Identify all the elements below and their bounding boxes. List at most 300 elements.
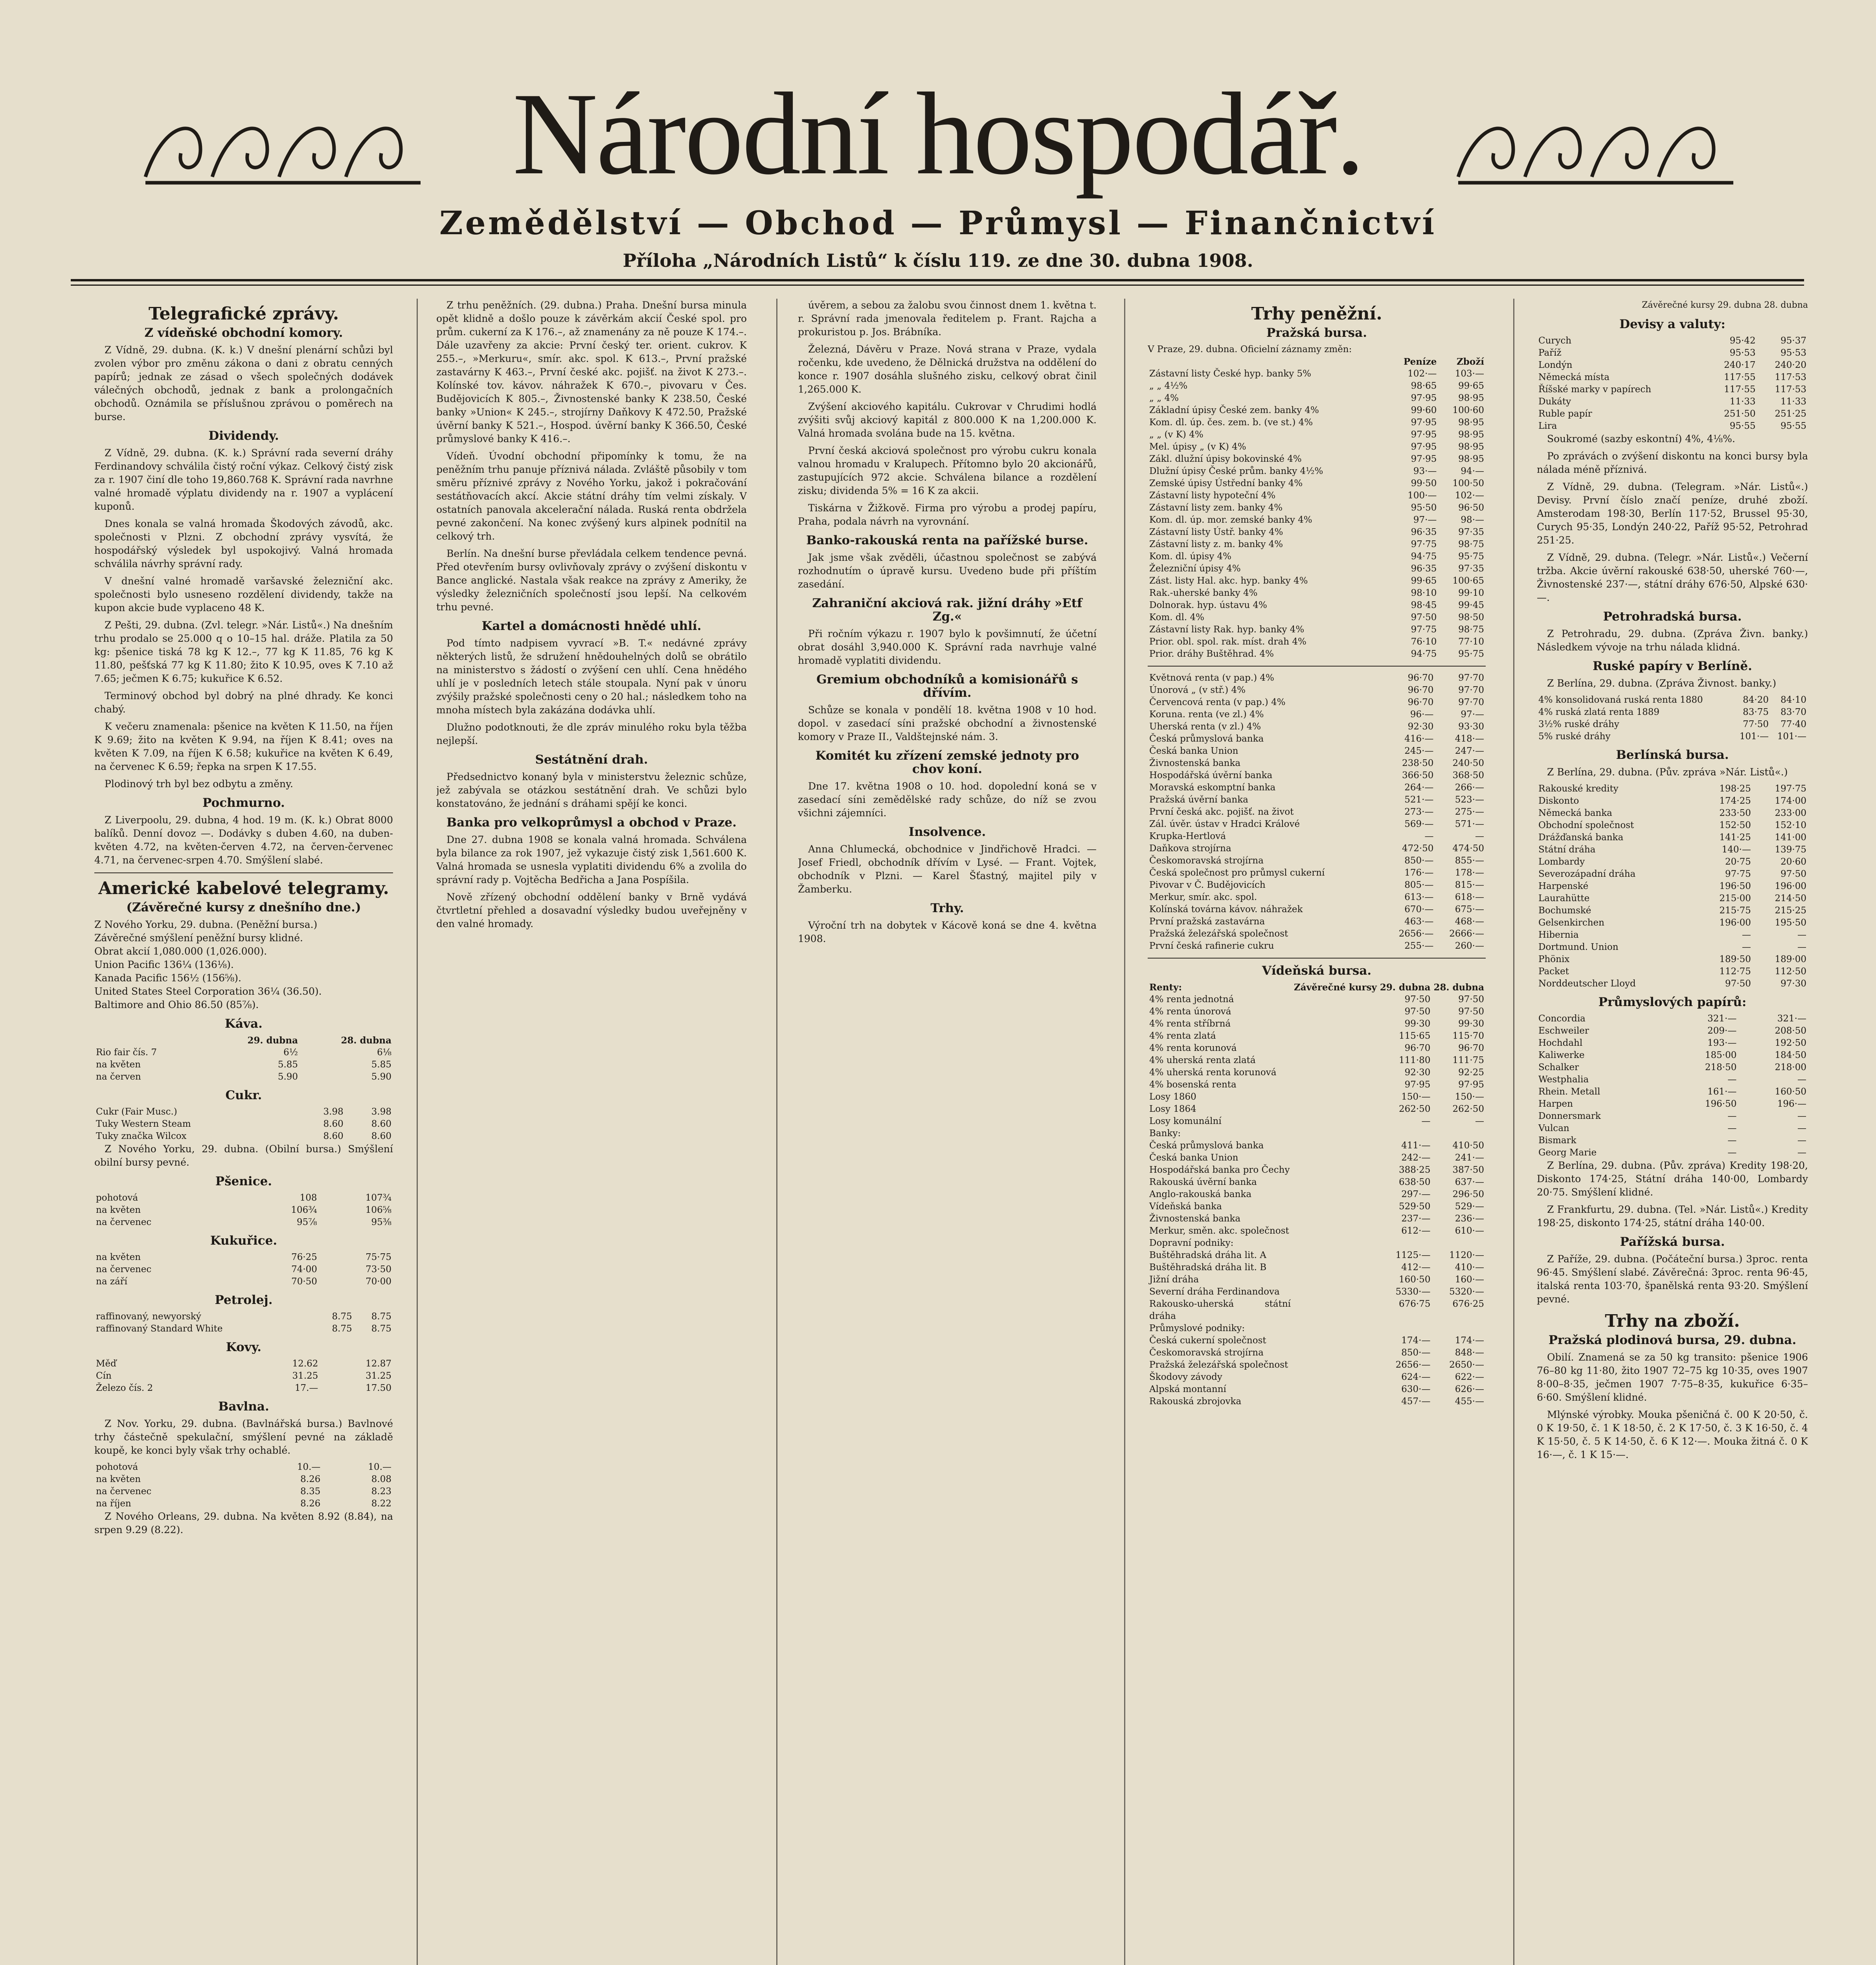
- row-label: „ „ 4½%: [1149, 381, 1188, 391]
- row-label: Cín: [96, 1371, 112, 1381]
- row-value: 262·50: [1452, 1104, 1484, 1114]
- column-header: Závěrečné kursy 29. dubna: [1294, 982, 1431, 993]
- row-label: 5% ruské dráhy: [1538, 731, 1611, 742]
- row-label: Zástavní listy hypoteční 4%: [1149, 490, 1276, 501]
- row-label: Georg Marie: [1538, 1148, 1597, 1158]
- wheat-table: [94, 1192, 393, 1229]
- row-value: —: [1797, 1135, 1806, 1146]
- row-value: 84·20: [1743, 695, 1769, 705]
- row-value: 98·10: [1411, 588, 1437, 598]
- article-paragraph: Terminový obchod byl dobrý na plné dhrady. Ke konci chabý.: [94, 690, 393, 715]
- prague-note: V Praze, 29. dubna. Oficielní záznamy změn:: [1148, 344, 1352, 354]
- row-value: 96·35: [1411, 564, 1437, 574]
- row-label: Česká banka Union: [1149, 746, 1238, 756]
- row-value: 95·53: [1780, 348, 1806, 358]
- table-row: [1148, 1042, 1486, 1054]
- table-row: [1537, 1086, 1808, 1098]
- table-row: [1537, 420, 1808, 432]
- article-paragraph: Vídeň. Úvodní obchodní připomínky k tomu, že na peněžním trhu panuje příznivá nálada. Zvláště působily v tom směru příznivé zprávy z Nového Yorku, jakož i pokračování sestátňovacích akcí. Akcie státní dráhy tím velmi získaly. V ostatních panovala akcelerační nálada. Ruská renta obdržela pevné zakončení. Na konec zvýšený kurs alpinek podnítil na celkový trh.: [436, 450, 747, 542]
- row-value: 387·50: [1452, 1165, 1484, 1175]
- row-value: 8.22: [371, 1499, 391, 1509]
- row-label: na červenec: [96, 1217, 152, 1227]
- row-label: Uherská renta (v zl.) 4%: [1149, 722, 1261, 732]
- row-label: Základní úpisy České zem. banky 4%: [1149, 405, 1319, 415]
- row-value: 2656·—: [1395, 1360, 1431, 1370]
- row-value: 321·—: [1707, 1014, 1737, 1024]
- table-row: [1537, 694, 1808, 706]
- column-1: [94, 299, 393, 1965]
- row-value: 850·—: [1404, 856, 1434, 866]
- row-label: na červenec: [96, 1486, 152, 1497]
- row-label: Losy 1864: [1149, 1104, 1196, 1114]
- heading-metals: Kovy.: [226, 1340, 262, 1354]
- table-header: [1148, 356, 1486, 368]
- row-value: 638·50: [1398, 1177, 1431, 1187]
- table-row: [1148, 1128, 1486, 1140]
- row-value: 815·—: [1455, 880, 1484, 890]
- row-value: 569·—: [1404, 819, 1434, 829]
- row-value: 117·55: [1724, 372, 1756, 382]
- table-row: [1148, 1188, 1486, 1201]
- row-label: Koruna. renta (ve zl.) 4%: [1149, 709, 1264, 720]
- table-row: [1537, 966, 1808, 978]
- row-label: Phönix: [1538, 954, 1570, 964]
- metals-table: [94, 1358, 393, 1394]
- table-row: [1148, 757, 1486, 769]
- row-value: 805·—: [1404, 880, 1434, 890]
- column-4: [1148, 299, 1486, 1965]
- row-value: 416·—: [1404, 734, 1434, 744]
- supplement-line: Příloha „Národních Listů“ k číslu 119. ze dne 30. dubna 1908.: [623, 250, 1253, 271]
- heading-coal: Kartel a domácnosti hnědé uhlí.: [481, 619, 702, 633]
- table-row: [1148, 1103, 1486, 1115]
- row-value: 676·25: [1452, 1299, 1484, 1309]
- row-value: [1432, 1237, 1486, 1249]
- row-value: 174·25: [1719, 796, 1751, 806]
- row-label: Diskonto: [1538, 796, 1579, 806]
- article-paragraph: Z Paříže, 29. dubna. (Počáteční bursa.) 3proc. renta 96·45. Smýšlení slabé. Závěrečná: 3proc. renta 96·45, italská renta 103·70, španělská renta 93·20. Smýšlení pevné.: [1537, 1253, 1808, 1305]
- table-row: [1148, 538, 1486, 551]
- row-value: 264·—: [1404, 782, 1434, 793]
- table-row: [94, 1311, 393, 1323]
- row-value: 411·—: [1401, 1140, 1431, 1151]
- row-value: 97·75: [1411, 539, 1437, 549]
- row-value: 92·30: [1404, 1067, 1431, 1078]
- table-row: [1148, 465, 1486, 477]
- row-value: 215·00: [1719, 893, 1751, 904]
- article-paragraph: Z Petrohradu, 29. dubna. (Zpráva Živn. banky.) Následkem vývoje na trhu nálada klidná.: [1537, 628, 1808, 653]
- row-value: —: [1727, 1074, 1737, 1085]
- row-value: 3.98: [371, 1107, 391, 1117]
- table-row: [1537, 1110, 1808, 1122]
- row-value: 196·50: [1705, 1099, 1737, 1109]
- article-paragraph: Dne 17. května 1908 o 10. hod. dopolední koná se v zasedací síni zemědělské rady schůze, do níž se zvou všichni zájemníci.: [798, 780, 1097, 819]
- row-value: 5.90: [371, 1072, 391, 1082]
- row-value: 106⅝: [365, 1205, 391, 1215]
- row-value: 98·75: [1458, 624, 1484, 635]
- article-paragraph: Předsednictvo konaný byla v ministerstvu železnic schůze, jež zabývala se otázkou sestátnění drah. Ve schůzi bylo konstatováno, že jednání s dráhami spějí ke konci.: [436, 771, 747, 809]
- table-row: [1537, 905, 1808, 917]
- row-label: Česká průmyslová banka: [1149, 734, 1264, 744]
- row-value: 626·—: [1455, 1384, 1484, 1394]
- section-subtitle: Zemědělství — Obchod — Průmysl — Finančnictví: [439, 204, 1437, 242]
- column-header: [94, 1034, 206, 1047]
- row-value: 92·25: [1458, 1067, 1484, 1078]
- table-row: [1148, 1054, 1486, 1067]
- row-label: Dopravní podniky:: [1149, 1238, 1234, 1248]
- row-value: 174·—: [1455, 1335, 1484, 1346]
- row-value: 96·70: [1458, 1043, 1484, 1053]
- row-value: 218·50: [1705, 1062, 1737, 1072]
- row-label: Londýn: [1538, 360, 1573, 370]
- table-row: [94, 1118, 393, 1130]
- heading-paris-bourse: Pařížská bursa.: [1620, 1235, 1725, 1249]
- table-row: [1537, 384, 1808, 396]
- table-row: [1148, 502, 1486, 514]
- row-value: 571·—: [1455, 819, 1484, 829]
- row-label: Dolnorak. hyp. ústavu 4%: [1149, 600, 1267, 610]
- row-label: Severozápadní dráha: [1538, 869, 1636, 879]
- row-value: 96·70: [1407, 673, 1434, 683]
- row-value: 17.50: [366, 1383, 391, 1393]
- row-value: 196·50: [1719, 881, 1751, 891]
- corn-table: [94, 1251, 393, 1288]
- row-value: 262·50: [1398, 1104, 1431, 1114]
- row-value: 610·—: [1455, 1226, 1484, 1236]
- row-value: —: [1797, 1074, 1806, 1085]
- row-value: 140·—: [1722, 845, 1751, 855]
- row-label: Kaliwerke: [1538, 1050, 1585, 1060]
- row-value: 95·55: [1729, 421, 1756, 431]
- row-label: Severní dráha Ferdinandova: [1149, 1287, 1280, 1297]
- row-value: 11·33: [1729, 397, 1756, 407]
- heading-markets: Trhy.: [930, 901, 964, 915]
- table-row: [1148, 1213, 1486, 1225]
- oil-table: [94, 1311, 393, 1335]
- heading-oil: Petrolej.: [215, 1293, 273, 1307]
- heading-cotton-2: Bavlna.: [218, 1399, 269, 1414]
- table-row: [1148, 1335, 1486, 1347]
- table-row: [1148, 1371, 1486, 1383]
- row-value: 141·25: [1719, 832, 1751, 843]
- table-row: [1148, 1115, 1486, 1128]
- article-paragraph: Dne 27. dubna 1908 se konala valná hromada. Schválena byla bilance za rok 1907, jež vykazuje čistý zisk 1,561.600 K. Valná hromada se usnesla vyplatiti dividendu 6% a zvolila do správní rady p. Vojtěcha Bedřicha a Jana Pospíšila.: [436, 834, 747, 885]
- row-value: 6½: [283, 1047, 298, 1058]
- article-paragraph: Z Vídně, 29. dubna. (K. k.) V dnešní plenární schůzi byl zvolen výbor pro změnu zákona o dani z obratu cenných papírů; jednak ze zásad o všech společných dodávek válečných obchodů, jednak z bank a prolongačních obchodů. Oznámila se příslušnou zprávou o poměrech na burse.: [94, 344, 393, 422]
- row-value: 529·50: [1398, 1201, 1431, 1212]
- column-5: [1537, 299, 1808, 1965]
- row-value: 8.60: [371, 1119, 391, 1129]
- table-row: [1537, 1025, 1808, 1037]
- table-row: [1148, 477, 1486, 490]
- row-value: 99·50: [1411, 478, 1437, 488]
- row-label: na květen: [96, 1205, 141, 1215]
- table-row: [1537, 1037, 1808, 1049]
- row-value: 8.23: [371, 1486, 391, 1497]
- column-divider: [776, 299, 777, 1965]
- heading-austrian-rent: Banko-rakouská renta na pařížské burse.: [806, 533, 1088, 547]
- table-row: [1537, 731, 1808, 743]
- column-header: 28. dubna: [1433, 982, 1484, 993]
- row-value: 273·—: [1404, 807, 1434, 817]
- row-value: 92·30: [1407, 722, 1434, 732]
- table-row: [1148, 940, 1486, 952]
- row-value: 472·50: [1402, 843, 1434, 854]
- row-value: 196·00: [1775, 881, 1806, 891]
- row-label: Měď: [96, 1359, 116, 1369]
- row-value: 388·25: [1398, 1165, 1431, 1175]
- table-row: [1537, 347, 1808, 359]
- row-value: 95·42: [1729, 336, 1756, 346]
- table-row: [1148, 368, 1486, 380]
- row-value: 103·—: [1455, 369, 1484, 379]
- table-row: [1148, 806, 1486, 818]
- table-row: [1537, 1074, 1808, 1086]
- table-row: [94, 1323, 393, 1335]
- table-row: [1537, 371, 1808, 384]
- row-value: 670·—: [1404, 904, 1434, 915]
- table-row: [94, 1498, 393, 1510]
- table-row: [94, 1059, 393, 1071]
- row-value: 10.—: [368, 1462, 391, 1472]
- row-label: 4% renta jednotná: [1149, 994, 1234, 1005]
- table-row: [1537, 807, 1808, 819]
- row-label: Jižní dráha: [1149, 1274, 1199, 1285]
- table-row: [1148, 612, 1486, 624]
- table-row: [1148, 587, 1486, 599]
- row-value: 160·50: [1775, 1087, 1806, 1097]
- article-paragraph: Dlužno podotknouti, že dle zpráv minulého roku byla těžba nejlepší.: [436, 722, 747, 746]
- table-row: [1148, 709, 1486, 721]
- row-label: raffinovaný, newyorský: [96, 1311, 201, 1322]
- row-value: 5.90: [277, 1072, 298, 1082]
- row-value: 94·75: [1411, 649, 1437, 659]
- row-value: 523·—: [1455, 795, 1484, 805]
- heading-fx: Devisy a valuty:: [1619, 317, 1725, 331]
- row-value: 141·00: [1775, 832, 1806, 843]
- table-row: [1537, 978, 1808, 990]
- row-label: Vídeňská banka: [1149, 1201, 1222, 1212]
- masthead-rule: [71, 279, 1804, 281]
- industrial-table: [1537, 1013, 1808, 1159]
- table-row: [1537, 819, 1808, 832]
- row-label: Westphalia: [1538, 1074, 1589, 1085]
- row-value: 75·75: [366, 1252, 391, 1262]
- row-value: 93·30: [1458, 722, 1484, 732]
- row-label: na říjen: [96, 1499, 131, 1509]
- row-value: 97·35: [1458, 527, 1484, 537]
- article-paragraph: Z Nového Orleans, 29. dubna. Na květen 8.92 (8.84), na srpen 9.29 (8.22).: [94, 1511, 393, 1535]
- row-value: 112·75: [1719, 966, 1751, 977]
- table-row: [1148, 782, 1486, 794]
- row-value: 10.—: [297, 1462, 321, 1472]
- row-label: na květen: [96, 1252, 141, 1262]
- table-row: [1148, 916, 1486, 928]
- row-value: 111·75: [1452, 1055, 1484, 1065]
- table-row: [1537, 880, 1808, 893]
- row-value: 96·50: [1458, 503, 1484, 513]
- row-value: 209·—: [1707, 1026, 1737, 1036]
- article-paragraph: Jak jsme však zvěděli, účastnou společnost se zabývá rozhodnutím o úpravě kursu. Uvedeno bude při příštím zasedání.: [798, 552, 1097, 590]
- row-value: 97·70: [1458, 673, 1484, 683]
- table-row: [1148, 1298, 1486, 1322]
- row-value: 101·—: [1777, 731, 1806, 742]
- row-value: 97·95: [1411, 430, 1437, 440]
- row-value: 95⅜: [371, 1217, 391, 1227]
- row-value: 97·35: [1458, 564, 1484, 574]
- row-value: 8.26: [300, 1499, 321, 1509]
- table-row: [1148, 1286, 1486, 1298]
- table-row: [1148, 1201, 1486, 1213]
- table-row: [1148, 429, 1486, 441]
- masthead-rule-thin: [71, 285, 1804, 286]
- row-value: 115·65: [1398, 1031, 1431, 1041]
- row-value: 176·—: [1404, 868, 1434, 878]
- row-label: 4% uherská renta korunová: [1149, 1067, 1277, 1078]
- row-label: raffinovaný Standard White: [96, 1324, 223, 1334]
- row-value: 237·—: [1401, 1214, 1431, 1224]
- row-label: Donnersmark: [1538, 1111, 1601, 1121]
- table-row: [1148, 551, 1486, 563]
- table-row: [1537, 832, 1808, 844]
- row-value: 97·70: [1458, 685, 1484, 695]
- table-row: [1148, 1249, 1486, 1262]
- row-value: 6⅛: [377, 1047, 391, 1058]
- row-label: Gelsenkirchen: [1538, 918, 1604, 928]
- article-paragraph: Z Liverpoolu, 29. dubna, 4 hod. 19 m. (K. k.) Obrat 8000 balíků. Denní dovoz —. Dodávky s duben 4.60, na duben-květen 4.72, na květen-červen 4.72, na červen-červenec 4.71, na červenec-srpen 4.70. Smýšlení slabé.: [94, 814, 393, 866]
- table-row: [1148, 904, 1486, 916]
- row-value: 97·50: [1458, 994, 1484, 1005]
- row-label: Banky:: [1149, 1128, 1181, 1139]
- berlin-table: [1537, 783, 1808, 990]
- table-row: [1537, 868, 1808, 880]
- article-paragraph: Železná, Dávěru v Praze. Nová strana v Praze, vydala ročenku, kde uvedeno, že Dělnická družstva na oddělení do konce r. 1907 dosáhla slušného zisku, celkový obrat činil 1,265.000 K.: [798, 343, 1097, 395]
- row-value: 96·70: [1404, 1043, 1431, 1053]
- row-label: Concordia: [1538, 1014, 1586, 1024]
- row-value: 98·95: [1458, 454, 1484, 464]
- article-paragraph: Z Vídně, 29. dubna. (Telegr. »Nár. Listů«.) Večerní tržba. Akcie úvěrní rakouské 638·50, uherské 760·—, Živnostenské 237·—, státní dráhy 676·50, Alpské 630·—.: [1537, 552, 1808, 603]
- table-row: [94, 1192, 393, 1204]
- row-value: 296·50: [1452, 1189, 1484, 1199]
- row-value: 2650·—: [1449, 1360, 1484, 1370]
- row-label: Květnová renta (v pap.) 4%: [1149, 673, 1274, 683]
- article-paragraph: Z Berlína, 29. dubna. (Pův. zpráva) Kredity 198·20, Diskonto 174·25, Státní dráha 140·00, Lombardy 20·75. Smýšlení klidné.: [1537, 1160, 1808, 1198]
- row-value: 192·50: [1775, 1038, 1806, 1048]
- american-line: Union Pacific 136¼ (136⅛).: [94, 959, 234, 970]
- row-value: 102·—: [1455, 490, 1484, 501]
- heading-american-telegrams: Americké kabelové telegramy.: [98, 878, 389, 898]
- row-value: 8.75: [371, 1311, 391, 1322]
- table-row: [1148, 1347, 1486, 1359]
- row-value: 96·70: [1407, 685, 1434, 695]
- row-value: 5.85: [277, 1060, 298, 1070]
- table-row: [1148, 879, 1486, 891]
- heading-dividends: Dividendy.: [208, 429, 279, 443]
- row-value: 8.75: [332, 1311, 352, 1322]
- row-value: —: [1727, 1135, 1737, 1146]
- heading-money-markets: Trhy peněžní.: [1251, 304, 1382, 324]
- row-value: 1120·—: [1449, 1250, 1484, 1260]
- row-label: Železo čís. 2: [96, 1383, 153, 1393]
- row-label: 4% renta stříbrná: [1149, 1019, 1231, 1029]
- row-label: Lira: [1538, 421, 1557, 431]
- row-label: Merkur, smír. akc. spol.: [1149, 892, 1257, 902]
- heading-industrial: Průmyslových papírů:: [1598, 995, 1747, 1009]
- row-label: Vulcan: [1538, 1123, 1569, 1133]
- row-label: Železniční úpisy 4%: [1149, 564, 1241, 574]
- row-label: 4% renta zlatá: [1149, 1031, 1216, 1041]
- row-value: 321·—: [1777, 1014, 1806, 1024]
- heading-bank: Banka pro velkoprůmysl a obchod v Praze.: [446, 815, 737, 830]
- row-label: Cukr (Fair Musc.): [96, 1107, 177, 1117]
- table-row: [1537, 1013, 1808, 1025]
- table-row: [94, 1358, 393, 1370]
- row-label: Rakouské kredity: [1538, 784, 1619, 794]
- row-value: 96·70: [1407, 697, 1434, 707]
- coffee-table: [94, 1034, 393, 1083]
- row-value: 463·—: [1404, 916, 1434, 927]
- row-value: 418·—: [1455, 734, 1484, 744]
- article-paragraph: Plodinový trh byl bez odbytu a změny.: [105, 778, 293, 790]
- row-value: 8.75: [371, 1324, 391, 1334]
- row-value: 5320·—: [1449, 1287, 1484, 1297]
- row-label: Zástavní listy z. m. banky 4%: [1149, 539, 1283, 549]
- row-value: 266·—: [1455, 782, 1484, 793]
- table-row: [94, 1473, 393, 1486]
- table-row: [1148, 1164, 1486, 1176]
- row-label: Česká banka Union: [1149, 1153, 1238, 1163]
- row-label: Dukáty: [1538, 397, 1571, 407]
- table-row: [1148, 721, 1486, 733]
- article-paragraph: Obilí. Znamená se za 50 kg transito: pšenice 1906 76–80 kg 11·80, žito 1907 72–75 kg 10·35, oves 1907 8·00–8·35, ječmen 1907 7·75–8·35, kukuřice 6·35–6·60. Smýšlení klidné.: [1537, 1352, 1808, 1403]
- row-value: 96·—: [1410, 709, 1434, 720]
- row-label: Česká průmyslová banka: [1149, 1140, 1264, 1151]
- row-value: 850·—: [1401, 1348, 1431, 1358]
- russian-table: [1537, 694, 1808, 743]
- row-label: Prior. dráhy Buštěhrad. 4%: [1149, 649, 1274, 659]
- row-label: Průmyslové podniky:: [1149, 1323, 1245, 1333]
- row-value: 160·50: [1398, 1274, 1431, 1285]
- row-value: 111·80: [1398, 1055, 1431, 1065]
- row-value: 410·—: [1455, 1262, 1484, 1273]
- row-value: 97·95: [1411, 417, 1437, 428]
- table-row: [94, 1106, 393, 1118]
- row-label: Eschweiler: [1538, 1026, 1589, 1036]
- table-row: [1537, 396, 1808, 408]
- article-paragraph: K večeru znamenala: pšenice na květen K 11.50, na říjen K 9.69; žito na květen K 9.94, na říjen K 8.41; oves na květen K 7.09, na říjen K 6.58; kukuřice na květen K 6.49, na červenec K 6.59; řepka na srpen K 17.55.: [94, 721, 393, 772]
- row-value: [1432, 1322, 1486, 1335]
- row-label: Německá místa: [1538, 372, 1610, 382]
- row-label: Zemské úpisy Ústřední banky 4%: [1149, 478, 1303, 488]
- row-label: Ruble papír: [1538, 409, 1592, 419]
- row-value: 99·65: [1411, 576, 1437, 586]
- row-label: Tuky značka Wilcox: [96, 1131, 187, 1141]
- row-value: 97·50: [1404, 994, 1431, 1005]
- row-value: 2666·—: [1449, 929, 1484, 939]
- row-value: 76·25: [291, 1252, 317, 1262]
- row-value: 676·75: [1398, 1299, 1431, 1309]
- table-row: [1537, 893, 1808, 905]
- article-paragraph: Z Pešti, 29. dubna. (Zvl. telegr. »Nár. Listů«.) Na dnešním trhu prodalo se 25.000 q o 10–15 hal. dráže. Platila za 50 kg: pšenice tiská 78 kg K 12.–, 77 kg K 11.85, 76 kg K 11.80, pešťská 77 kg K 11.80; žito K 10.95, oves K 7.10 až 7.65; ječmen K 6.75; kukuřice K 6.52.: [94, 619, 393, 684]
- row-value: 152·50: [1719, 820, 1751, 830]
- row-value: 95⅞: [296, 1217, 317, 1227]
- row-label: Buštěhradská dráha lit. B: [1149, 1262, 1267, 1273]
- article-paragraph: Po zprávách o zvýšení diskontu na konci bursy byla nálada méně příznivá.: [1537, 450, 1808, 475]
- table-row: [1148, 1225, 1486, 1237]
- row-value: —: [1797, 930, 1806, 940]
- row-label: Obchodní společnost: [1538, 820, 1634, 830]
- row-value: 197·75: [1775, 784, 1806, 794]
